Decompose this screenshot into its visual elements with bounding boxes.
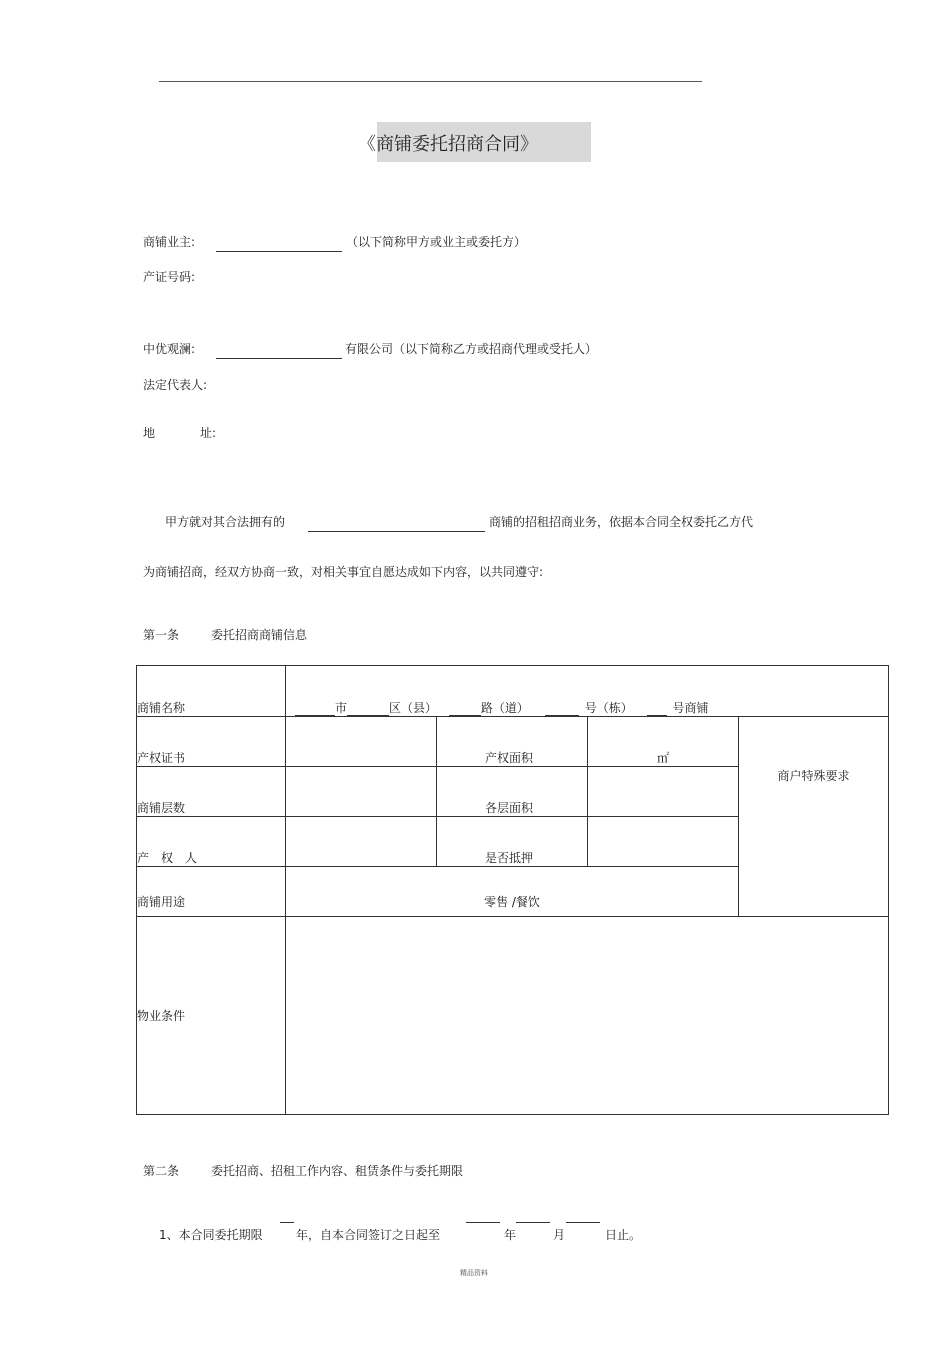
area-unit: ㎡ <box>656 751 669 765</box>
cert-label: 产权证书 <box>137 717 286 767</box>
footer-label: 精品资料 <box>460 1269 488 1277</box>
floor-area-value[interactable] <box>588 767 739 817</box>
floors-label: 商铺层数 <box>137 767 286 817</box>
term-years-blank[interactable] <box>280 1222 294 1223</box>
floor-area-label: 各层面积 <box>437 767 588 817</box>
clause1-month: 月 <box>553 1228 566 1242</box>
address-label-1: 地 <box>143 426 156 440</box>
shop-blank[interactable] <box>308 518 485 532</box>
property-label: 物业条件 <box>137 917 286 1115</box>
intro-text-1b: 商铺的招租招商业务，依据本合同全权委托乙方代 <box>489 515 754 529</box>
owner-label: 商铺业主: <box>143 235 196 249</box>
clause1-day: 日止。 <box>605 1228 642 1242</box>
intro-text-2: 为商铺招商，经双方协商一致，对相关事宜自愿达成如下内容，以共同遵守: <box>143 565 544 579</box>
mortgage-value[interactable] <box>588 817 739 867</box>
owner-name-value[interactable] <box>286 817 437 867</box>
agent-label: 中优观澜: <box>143 342 196 356</box>
mortgage-label: 是否抵押 <box>437 817 588 867</box>
addr-district: 区（县） <box>389 701 438 715</box>
usage-value[interactable]: 零售 /餐饮 <box>286 867 739 917</box>
addr-road: 路（道） <box>480 701 529 715</box>
owner-note: （以下简称甲方或业主或委托方） <box>346 235 527 249</box>
addr-building: 号（栋） <box>584 701 633 715</box>
article1-number: 第一条 <box>143 628 180 642</box>
clause1-text-b: 年，自本合同签订之日起至 <box>296 1228 441 1242</box>
owner-name-label: 产 权 人 <box>137 817 286 867</box>
agent-blank[interactable] <box>216 345 342 359</box>
article1-title: 委托招商商铺信息 <box>211 628 308 642</box>
clause1-year: 年 <box>504 1228 517 1242</box>
end-day-blank[interactable] <box>566 1222 600 1223</box>
address-label-2: 址: <box>200 426 217 440</box>
legal-rep-label: 法定代表人: <box>143 378 208 392</box>
clause1-text-a: 1、本合同委托期限 <box>159 1228 263 1242</box>
shop-info-table <box>136 665 889 1115</box>
agent-note: 有限公司（以下简称乙方或招商代理或受托人） <box>345 342 598 356</box>
area-value[interactable] <box>588 717 739 767</box>
document-title: 《商铺委托招商合同》 <box>358 134 538 155</box>
addr-shop: 号商铺 <box>672 701 709 715</box>
article2-title: 委托招商、招租工作内容、租赁条件与委托期限 <box>211 1164 464 1178</box>
end-year-blank[interactable] <box>466 1222 500 1223</box>
shop-name-address[interactable] <box>286 666 889 717</box>
property-value[interactable] <box>286 917 889 1115</box>
addr-city: 市 <box>335 701 348 715</box>
floors-value[interactable] <box>286 767 437 817</box>
header-rule <box>159 81 702 82</box>
owner-blank[interactable] <box>216 238 342 252</box>
cert-number-label: 产证号码: <box>143 270 196 284</box>
shop-name-label: 商铺名称 <box>137 666 286 717</box>
usage-label: 商铺用途 <box>137 867 286 917</box>
end-month-blank[interactable] <box>516 1222 550 1223</box>
intro-text-1a: 甲方就对其合法拥有的 <box>165 515 286 529</box>
area-label: 产权面积 <box>437 717 588 767</box>
special-label: 商户特殊要求 <box>777 769 850 783</box>
cert-value[interactable] <box>286 717 437 767</box>
special-requirements[interactable] <box>739 717 889 917</box>
article2-number: 第二条 <box>143 1164 180 1178</box>
